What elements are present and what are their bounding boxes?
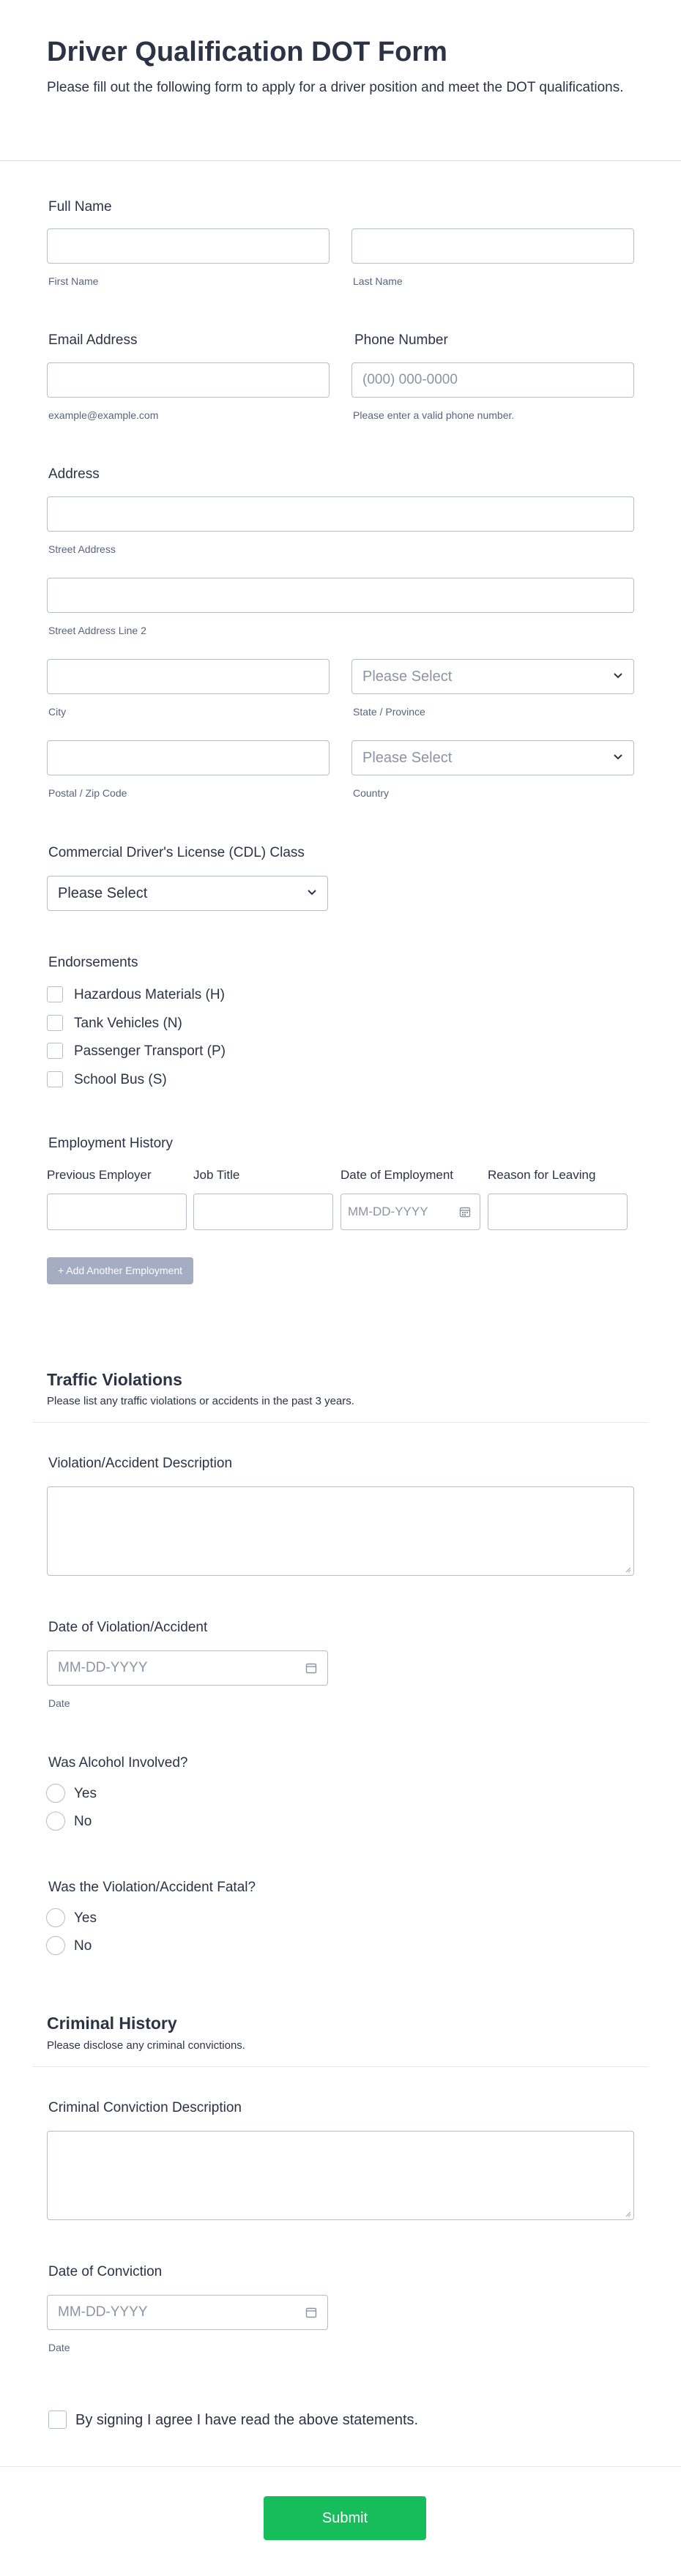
state-sublabel: State / Province: [353, 706, 425, 718]
fatal-label: Was the Violation/Accident Fatal?: [48, 1880, 256, 1895]
radio-alcohol-no[interactable]: [46, 1812, 65, 1831]
first-name-sublabel: First Name: [48, 275, 99, 287]
last-name-sublabel: Last Name: [353, 275, 403, 287]
conviction-date-label: Date of Conviction: [48, 2264, 163, 2279]
criminal-history-heading: Criminal History: [47, 2014, 177, 2033]
chevron-down-icon: [613, 672, 623, 680]
job-title-input[interactable]: [193, 1194, 333, 1230]
radio-fatal-no[interactable]: [46, 1936, 65, 1955]
chevron-down-icon: [307, 889, 317, 896]
phone-sublabel: Please enter a valid phone number.: [353, 409, 515, 421]
checkbox-label: Passenger Transport (P): [74, 1043, 226, 1059]
add-another-employment-button[interactable]: + Add Another Employment: [47, 1257, 193, 1284]
header-divider: [0, 160, 681, 161]
section-divider: [32, 1422, 649, 1423]
conviction-description-label: Criminal Conviction Description: [48, 2100, 242, 2115]
checkbox-hazardous-materials[interactable]: [47, 986, 63, 1002]
agreement-checkbox[interactable]: [48, 2411, 67, 2429]
conviction-date-sublabel: Date: [48, 2342, 70, 2353]
conviction-date-input[interactable]: [47, 2295, 328, 2330]
violation-description-textarea[interactable]: [47, 1486, 634, 1576]
postal-code-sublabel: Postal / Zip Code: [48, 787, 127, 799]
form-title: Driver Qualification DOT Form: [47, 37, 447, 67]
column-header-date-of-employment: Date of Employment: [340, 1168, 454, 1182]
address-label: Address: [48, 466, 100, 482]
radio-fatal-yes[interactable]: [46, 1908, 65, 1927]
checkbox-passenger-transport[interactable]: [47, 1043, 63, 1059]
checkbox-label: School Bus (S): [74, 1072, 167, 1087]
column-header-reason-for-leaving: Reason for Leaving: [488, 1168, 596, 1182]
city-sublabel: City: [48, 706, 67, 718]
violation-date-sublabel: Date: [48, 1697, 70, 1709]
last-name-input[interactable]: [351, 228, 634, 264]
radio-alcohol-yes[interactable]: [46, 1784, 65, 1803]
checkbox-school-bus[interactable]: [47, 1071, 63, 1087]
criminal-history-subheading: Please disclose any criminal convictions.: [47, 2039, 245, 2052]
checkbox-label: Tank Vehicles (N): [74, 1016, 182, 1031]
state-select-value: Please Select: [362, 669, 453, 685]
alcohol-involved-label: Was Alcohol Involved?: [48, 1755, 188, 1771]
calendar-icon[interactable]: [459, 1206, 471, 1218]
checkbox-label: Hazardous Materials (H): [74, 987, 225, 1002]
country-sublabel: Country: [353, 787, 390, 799]
full-name-label: Full Name: [48, 199, 112, 215]
resize-handle-icon[interactable]: [625, 1566, 631, 1573]
street-address-sublabel: Street Address: [48, 543, 116, 555]
column-header-previous-employer: Previous Employer: [47, 1168, 152, 1182]
radio-label: Yes: [74, 1910, 97, 1926]
violation-date-input[interactable]: [47, 1650, 328, 1686]
email-sublabel: example@example.com: [48, 409, 159, 421]
street-address-line2-sublabel: Street Address Line 2: [48, 625, 146, 636]
first-name-input[interactable]: [47, 228, 330, 264]
radio-label: Yes: [74, 1786, 97, 1801]
calendar-icon[interactable]: [305, 2307, 317, 2318]
traffic-violations-subheading: Please list any traffic violations or accidents in the past 3 years.: [47, 1395, 354, 1407]
chevron-down-icon: [613, 753, 623, 761]
date-placeholder: MM-DD-YYYY: [348, 1205, 428, 1218]
date-placeholder: MM-DD-YYYY: [58, 1660, 148, 1675]
city-input[interactable]: [47, 659, 330, 694]
violation-date-label: Date of Violation/Accident: [48, 1620, 208, 1635]
date-placeholder: MM-DD-YYYY: [58, 2304, 148, 2320]
phone-label: Phone Number: [354, 332, 448, 348]
phone-input[interactable]: (000) 000-0000: [351, 362, 634, 398]
previous-employer-input[interactable]: [47, 1194, 187, 1230]
email-label: Email Address: [48, 332, 138, 348]
state-select[interactable]: [351, 659, 634, 694]
reason-for-leaving-input[interactable]: [488, 1194, 628, 1230]
employment-history-label: Employment History: [48, 1136, 173, 1151]
resize-handle-icon[interactable]: [625, 2211, 631, 2217]
traffic-violations-heading: Traffic Violations: [47, 1370, 182, 1389]
radio-label: No: [74, 1938, 92, 1954]
radio-label: No: [74, 1814, 92, 1829]
email-input[interactable]: [47, 362, 330, 398]
cdl-label: Commercial Driver's License (CDL) Class: [48, 845, 305, 860]
footer-divider: [0, 2466, 681, 2467]
agreement-label: By signing I agree I have read the above statements.: [75, 2412, 419, 2428]
checkbox-tank-vehicles[interactable]: [47, 1015, 63, 1031]
cdl-select-value: Please Select: [58, 885, 148, 901]
cdl-select[interactable]: [47, 876, 328, 911]
section-divider: [32, 2066, 649, 2067]
date-of-employment-input[interactable]: [340, 1194, 480, 1230]
violation-description-label: Violation/Accident Description: [48, 1456, 233, 1471]
street-address-line2-input[interactable]: [47, 578, 634, 613]
street-address-input[interactable]: [47, 496, 634, 532]
column-header-job-title: Job Title: [193, 1168, 240, 1182]
postal-code-input[interactable]: [47, 740, 330, 775]
country-select[interactable]: [351, 740, 634, 775]
country-select-value: Please Select: [362, 750, 453, 766]
endorsements-label: Endorsements: [48, 955, 138, 970]
calendar-icon[interactable]: [305, 1662, 317, 1674]
conviction-description-textarea[interactable]: [47, 2131, 634, 2220]
form-subtitle: Please fill out the following form to apply for a driver position and meet the DOT qualifications.: [47, 80, 624, 95]
submit-button[interactable]: Submit: [264, 2496, 426, 2540]
